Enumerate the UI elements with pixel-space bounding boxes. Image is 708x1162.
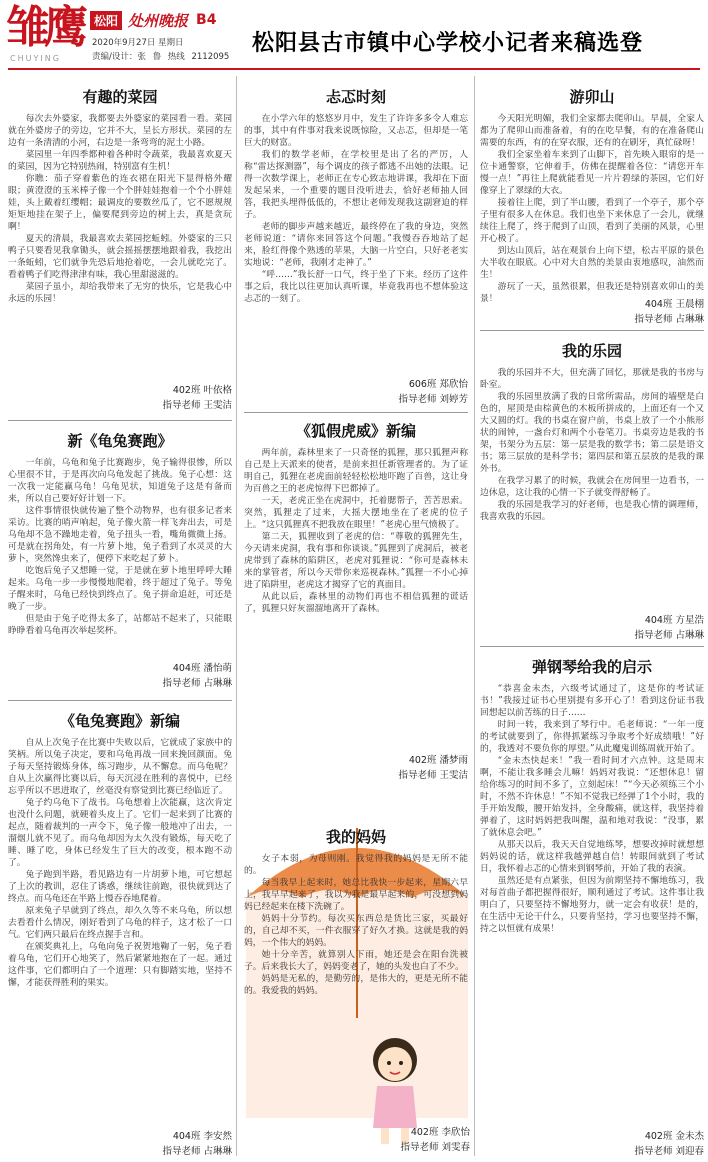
paragraph: 菜园里一年四季都种着各种时令蔬菜，我最喜欢夏天的菜园，因为它特别热闹，特别富有生机！ bbox=[8, 150, 232, 172]
author: 402班 叶依格 bbox=[172, 385, 232, 396]
author: 402班 李欣怡 bbox=[410, 1127, 470, 1138]
paragraph: “呼……”我长舒一口气，终于坐了下来。经历了这件事之后，我比以往更加认真听课，毕竟我再也不想体验这忐忑的一刻了。 bbox=[244, 270, 468, 304]
divider bbox=[8, 700, 232, 701]
article-signature bbox=[8, 382, 232, 412]
dress bbox=[373, 1086, 417, 1128]
article-signature bbox=[480, 296, 704, 326]
article-body bbox=[8, 113, 232, 305]
article-signature bbox=[480, 1128, 704, 1158]
paragraph: 从那天以后，我天天自觉地练琴，想要改掉时就想想妈妈说的话，就这样我越弹越自信！转眼间就到了考试日，我怀着忐忑的心情来到钢琴前，开始了我的表演。 bbox=[480, 840, 704, 874]
article bbox=[480, 340, 704, 612]
paragraph: 在颁奖典礼上，乌龟向兔子祝贺地鞠了一躬，兔子看着乌龟，它们开心地笑了，然后紧紧地抱在了一起。通过这件事，它们都明白了一个道理：只有脚踏实地，坚持不懈，才能获得胜利的果实。 bbox=[8, 942, 232, 988]
article-title: 《龟兔赛跑》新编 bbox=[59, 712, 180, 730]
article-title: 游卯山 bbox=[569, 88, 615, 106]
article bbox=[244, 826, 468, 1054]
paragraph: 她十分辛苦，就算别人下雨，她还是会在阳台洗被子。后来我长大了，妈妈变老了，她的头发也白了不少。 bbox=[244, 950, 468, 972]
paragraph: 一年前，乌龟和兔子比赛跑步，兔子输得很惨，所以心里很不甘，于是再次向乌龟发起了挑战。兔子心想：这一次我一定能赢乌龟！乌龟见状，知道兔子这是有备而来，所以自己要好好计划一下。 bbox=[8, 458, 232, 504]
paragraph: 夏天的清晨，我最喜欢去菜园挖蚯蚓。外婆家的三只鸭子只要看见我拿锄头，就会摇摇摆摆地跟着我，我挖出一条蚯蚓，它们就争先恐后地抢着吃，一会儿就吃完了。看着鸭子们吃得津津有味，我心里甜滋滋的。 bbox=[8, 234, 232, 280]
teacher: 指导老师 王雯洁 bbox=[162, 400, 232, 411]
article-body bbox=[244, 853, 468, 997]
page-number: B4 bbox=[196, 12, 217, 28]
article-title: 有趣的菜园 bbox=[82, 88, 158, 106]
divider bbox=[480, 646, 704, 647]
paragraph: 今天阳光明媚，我们全家都去爬卯山。早晨，全家人都为了爬卯山而准备着，有的在吃早餐，有的在准备爬山需要的东西，有的在穿衣服，还有的在刷牙，真忙碌呀！ bbox=[480, 114, 704, 148]
teacher: 指导老师 占琳琳 bbox=[634, 630, 704, 641]
paper-name: 处州晚报 bbox=[128, 11, 189, 30]
paragraph: 女子本弱，为母则刚。我觉得我的妈妈是无所不能的。 bbox=[244, 854, 468, 876]
divider bbox=[480, 330, 704, 331]
paragraph: 一天，老虎正坐在虎洞中，托着腮帮子，苦苦思索。突然，狐狸走了过来，大摇大摆地坐在了老虎的位子上。“这只狐狸真不把我放在眼里！”老虎心里气愤极了。 bbox=[244, 496, 468, 530]
paragraph: 原来兔子早就到了终点，却久久等不来乌龟，所以想去看看什么情况，刚好看到了乌龟的样子，这才松了一口气。它们两只最后在终点握手言和。 bbox=[8, 906, 232, 940]
article-title: 忐忑时刻 bbox=[325, 88, 386, 106]
logo-pinyin: CHUYING bbox=[10, 54, 61, 63]
teacher: 指导老师 占琳琳 bbox=[162, 1146, 232, 1157]
article-body bbox=[480, 113, 704, 305]
paragraph: “金未杰快起来！”我一看时间才六点钟。这是周末啊，不能让我多睡会儿嘛！妈妈对我说：“还想休息！留给你练习的时间不多了，立刻起床！”“今天必须练三个小时，不然不许休息！”不知不觉我已经弹了1个小时，我的手开始发酸，腰开始发抖，全身酸痛，就这样，我坚持着弹着了，这时妈妈把我叫醒，温和地对我说：“没事，累了就休息会吧。” bbox=[480, 756, 704, 838]
paragraph: 兔子约乌龟下了战书。乌龟想着上次能赢，这次肯定也没什么问题，就硬着头皮上了。它们一起来到了比赛的起点，随着裁判的一声令下，兔子像一般地冲了出去，一溜烟儿就不见了。而乌龟却因为太久没有锻炼，每天吃了睡、睡了吃，身体已经发生了巨大的改变，根本跑不动了。 bbox=[8, 798, 232, 868]
article bbox=[8, 430, 232, 688]
author: 404班 潘怡萌 bbox=[172, 663, 232, 674]
author: 404班 李安然 bbox=[172, 1131, 232, 1142]
paragraph: 我的乐园里放满了我的日常所需品，房间的墙壁是白色的，屋顶是由棕黄色的木板所拼成的，上面还有一个又大又圆的灯。我的书桌在窗户前，书桌上放了一个小熊形状的闹钟，一盏台灯和两个小卷笔刀。书桌旁边是我的书架，书架分为五层：第一层是我的数学书；第二层是语文书；第三层放的是科学书；第四层和第五层放的是我的课外书。 bbox=[480, 392, 704, 474]
teacher: 指导老师 刘雯春 bbox=[400, 1142, 470, 1153]
author: 404班 方星浩 bbox=[644, 615, 704, 626]
article bbox=[8, 710, 232, 1122]
paragraph: 每次去外婆家，我都要去外婆家的菜园看一看。菜园就在外婆房子的旁边，它并不大，呈长方形状。菜园的左边有一条清清的小河，右边是一条弯弯的泥土小路。 bbox=[8, 114, 232, 148]
column-divider bbox=[236, 76, 237, 1156]
article-body bbox=[480, 367, 704, 523]
article-body bbox=[244, 113, 468, 305]
paragraph: 游玩了一天，虽然很累，但我还是特别喜欢卯山的美景！ bbox=[480, 282, 704, 304]
paragraph: 接着往上爬，到了半山腰，看到了一个亭子，那个亭子里有很多人在休息。我们也坐下来休息了一会儿，就继续往上爬了，终于爬到了山顶，看到了美丽的风景，心里开心极了。 bbox=[480, 198, 704, 244]
article bbox=[244, 420, 468, 744]
article-signature bbox=[480, 612, 704, 642]
author: 606班 郑欣怡 bbox=[408, 379, 468, 390]
eye bbox=[387, 1061, 391, 1065]
article bbox=[480, 656, 704, 1126]
eye bbox=[399, 1061, 403, 1065]
divider bbox=[244, 412, 468, 413]
teacher: 指导老师 刘迎春 bbox=[634, 1146, 704, 1157]
article-title: 新《龟兔赛跑》 bbox=[67, 432, 173, 450]
paragraph: 到达山顶后，站在观景台上向下望，松古平原的景色大半收在眼底。心中对大自然的美景由衷地感叹，油然而生！ bbox=[480, 246, 704, 280]
paragraph: 在小学六年的悠悠岁月中，发生了许许多多令人难忘的事，其中有件事对我来说既惊险，又忐忑，但却是一笔巨大的财富。 bbox=[244, 114, 468, 148]
article bbox=[8, 86, 232, 416]
article-signature bbox=[244, 376, 468, 406]
article-signature bbox=[8, 1128, 232, 1158]
city-tag: 松阳 bbox=[90, 11, 122, 30]
masthead bbox=[90, 10, 216, 30]
author: 402班 金未杰 bbox=[644, 1131, 704, 1142]
paragraph: 你瞧：茄子穿着紫色的连衣裙在阳光下显得格外耀眼；黄澄澄的玉米棒子像一个个胖娃娃抱着一个个小胖娃娃，头上戴着红缨帽；最调皮的要数丝瓜了，它不愿规规矩矩地挂在架子上，偏要爬到旁边的树上去，真是贪玩啊！ bbox=[8, 174, 232, 232]
paragraph: 从此以后，森林里的动物们再也不相信狐狸的谎话了，狐狸只好灰溜溜地离开了森林。 bbox=[244, 592, 468, 614]
article-signature bbox=[244, 752, 468, 782]
paragraph: 自从上次兔子在比赛中失败以后，它就成了家族中的笑柄。所以兔子决定，要和乌龟再战一回来挽回颜面。兔子每天坚持锻炼身体，练习跑步，从不懈怠。而乌龟呢？自从上次赢得比赛以后，每天沉浸在胜利的喜悦中，已经忘乎所以不思进取了，丝毫没有察觉到比赛已经临近了。 bbox=[8, 738, 232, 796]
page-header bbox=[0, 0, 708, 72]
article-body bbox=[8, 457, 232, 637]
article bbox=[244, 86, 468, 376]
paragraph: 虽然还是有点紧张，但因为前期坚持不懈地练习，我对每首曲子都把握得很好，顺利通过了考试。这件事让我明白了，只要坚持不懈地努力，就一定会有收获！是的，在生活中无论干什么，只要肯坚持，学习也要坚持不懈，持之以恒就有成果！ bbox=[480, 876, 704, 934]
paragraph: 这件事情很快就传遍了整个动物界，也有很多记者来采访。比赛的哨声响起，兔子像火箭一样飞奔出去，可是乌龟却不急不躁地走着，兔子扭头一看，嘴角微微上扬。可是就在拐角处，有一片萝卜地，兔子看到了水灵灵的大萝卜，突然馋虫来了，便停下来吃起了萝卜。 bbox=[8, 506, 232, 564]
paragraph: 我的乐园是我学习的好老师，也是我心情的调理师，我喜欢我的乐园。 bbox=[480, 500, 704, 522]
paragraph: 我们全家坐着车来到了山脚下，首先映入眼帘的是一位卡通警察，它伸着手，仿佛在提醒着各位：“请您开车慢一点！”再往上爬就能看见一片片碧绿的茶园，它们好像穿上了翠绿的大衣。 bbox=[480, 150, 704, 196]
paragraph: 我们的数学老师，在学校里是出了名的严厉，人称“雷达探测器”，每个调皮的孩子都逃不出她的法眼。记得一次数学课上，老师正在专心致志地讲课，我却在下面发起呆来，一个重要的题目没听进去，恰好老师抽人回答，我把头埋得低低的，不想让老师发现我这副窘迫的样子。 bbox=[244, 150, 468, 220]
paragraph: 第二天，狐狸收到了老虎的信：“尊敬的狐狸先生，今天请来虎洞，我有事和你谈谈。”狐狸到了虎洞后，被老虎带到了森林的陷阱区，老虎对狐狸说：“你可是森林未来的掌管者，所以今天带你来巡视森林。”狐狸一不小心掉进了陷阱里，老虎这才揭穿了它的真面目。 bbox=[244, 532, 468, 590]
chuying-logo bbox=[6, 2, 86, 64]
paragraph: 妈妈十分节约。每次买东西总是货比三家，买最好的，自己却不买，一件衣服穿了好久才换。这就是我的妈妈，一个伟大的妈妈。 bbox=[244, 914, 468, 948]
article-title: 《狐假虎威》新编 bbox=[295, 422, 416, 440]
article-body bbox=[8, 737, 232, 989]
author: 404班 王晨栩 bbox=[644, 299, 704, 310]
teacher: 指导老师 占琳琳 bbox=[162, 678, 232, 689]
paragraph: 两年前，森林里来了一只奇怪的狐狸，那只狐狸声称自己是上天派来的使者，是前来担任新管理者的。为了证明自己，狐狸在老虎面前轻轻松松地吓跑了百兽，这让身为百兽之王的老虎惊得下巴都掉了。 bbox=[244, 448, 468, 494]
paragraph: 每当我早上起来时，她总比我快一步起来，星期六早上，我早早起来了，我以为我是最早起来的，可没想到妈妈已经起来在楼下洗碗了。 bbox=[244, 878, 468, 912]
teacher: 指导老师 刘婷芳 bbox=[398, 394, 468, 405]
paragraph: 但是由于兔子吃得太多了，站都站不起来了，只能眼睁睁看着乌龟再次举起奖杯。 bbox=[8, 614, 232, 636]
article-signature bbox=[8, 660, 232, 690]
issue-date: 2020年9月27日 星期日 bbox=[92, 38, 184, 48]
paragraph: 在我学习累了的时候，我就会在房间里一边看书，一边休息，这让我的心情一下子就变得舒畅了。 bbox=[480, 476, 704, 498]
leg bbox=[381, 1128, 389, 1144]
editor-line: 责编/设计：张 鲁 热线 2112095 bbox=[92, 52, 230, 62]
column-divider bbox=[474, 76, 475, 1156]
logo-text: 雏鹰 bbox=[6, 2, 82, 53]
article-title: 我的妈妈 bbox=[325, 828, 386, 846]
paragraph: 妈妈是无私的，是勤劳的，是伟大的，更是无所不能的。我爱我的妈妈。 bbox=[244, 974, 468, 996]
teacher: 指导老师 占琳琳 bbox=[634, 314, 704, 325]
header-rule bbox=[8, 68, 700, 70]
paragraph: 时间一转，我来到了琴行中。毛老师说：“一年一度的考试就要到了，你得抓紧练习争取考个好成绩哦！”好的，我透对不要负你的厚望。”从此魔鬼训练周就开始了。 bbox=[480, 720, 704, 754]
author: 402班 潘梦雨 bbox=[408, 755, 468, 766]
article-title: 弹钢琴给我的启示 bbox=[531, 658, 652, 676]
paragraph: 兔子跑到半路，看见路边有一片胡萝卜地，可它想起了上次的教训，忍住了诱惑，继续往前跑，很快就到达了终点。而乌龟还在半路上慢吞吞地爬着。 bbox=[8, 870, 232, 904]
paragraph: 吃饱后兔子又想睡一觉，于是就在萝卜地里呼呼大睡起来。乌龟一步一步慢慢地爬着，终于超过了兔子。等兔子醒来时，乌龟已经快到终点了。兔子拼命追赶，可还是晚了一步。 bbox=[8, 566, 232, 612]
article-signature bbox=[396, 1124, 470, 1154]
article-body bbox=[244, 447, 468, 615]
article-body bbox=[480, 683, 704, 935]
face bbox=[378, 1047, 412, 1081]
article-title: 我的乐园 bbox=[561, 342, 622, 360]
divider bbox=[8, 420, 232, 421]
paragraph: 菜园子虽小，却给我带来了无穷的快乐，它是我心中永远的乐园！ bbox=[8, 282, 232, 304]
paragraph: 我的乐园并不大，但充满了回忆，那就是我的书房与卧室。 bbox=[480, 368, 704, 390]
article bbox=[480, 86, 704, 304]
page-banner: 松阳县古市镇中心学校小记者来稿选登 bbox=[252, 31, 644, 56]
teacher: 指导老师 王雯洁 bbox=[398, 770, 468, 781]
paragraph: 老师的脚步声越来越近，最终停在了我的身边，突然老师说道：“请你来回答这个问题。”我慢吞吞地站了起来，脸红得像个熟透的苹果，大脑一片空白，只好老老实实地说：“老师，我刚才走神了。” bbox=[244, 222, 468, 268]
paragraph: “恭喜金未杰，六级考试通过了，这是你的考试证书！”我接过证书心里别提有多开心了！看到这份证书我回想起以前苦练的日子…… bbox=[480, 684, 704, 718]
